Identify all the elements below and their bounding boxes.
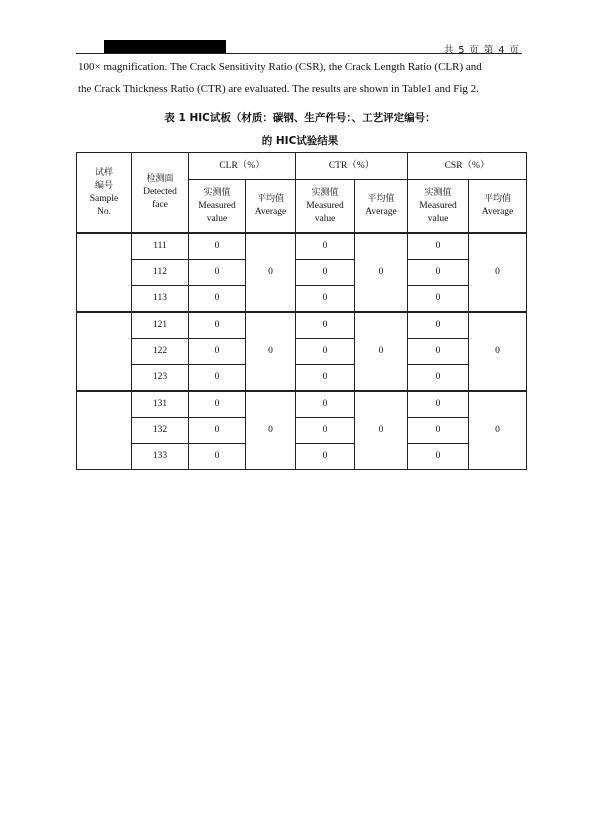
face-cell: 133 — [132, 444, 189, 470]
face-cell: 113 — [132, 286, 189, 313]
table-row — [77, 286, 527, 313]
table-row — [77, 444, 527, 470]
csr-value: 0 — [408, 233, 469, 260]
table-row — [77, 391, 527, 418]
header-average: 平均值 Average — [246, 180, 296, 234]
clr-value: 0 — [189, 418, 246, 444]
face-cell: 121 — [132, 312, 189, 339]
face-cell: 123 — [132, 365, 189, 392]
clr-average: 0 — [246, 233, 296, 312]
face-cell: 122 — [132, 339, 189, 365]
face-cell: 112 — [132, 260, 189, 286]
clr-value: 0 — [189, 365, 246, 392]
ctr-value: 0 — [296, 444, 355, 470]
face-cell: 131 — [132, 391, 189, 418]
table-row — [77, 365, 527, 392]
intro-line: 100× magnification. The Crack Sensitivity Ratio (CSR), the Crack Length Ratio (CLR) and — [78, 61, 482, 73]
header-average: 平均值 Average — [469, 180, 527, 234]
header-clr: CLR（%） — [189, 153, 296, 180]
csr-value: 0 — [408, 260, 469, 286]
table-row — [77, 339, 527, 365]
face-cell: 111 — [132, 233, 189, 260]
clr-value: 0 — [189, 444, 246, 470]
ctr-value: 0 — [296, 365, 355, 392]
clr-value: 0 — [189, 391, 246, 418]
clr-average: 0 — [246, 391, 296, 470]
table-row — [77, 260, 527, 286]
table-caption-cont: 的 HIC试验结果 — [261, 135, 339, 147]
ctr-value: 0 — [296, 286, 355, 313]
csr-value: 0 — [408, 418, 469, 444]
table-caption: 表 1 HIC试板（材质：碳钢、生产件号：、工艺评定编号： — [164, 112, 436, 124]
csr-value: 0 — [408, 365, 469, 392]
sample-cell — [77, 233, 132, 312]
ctr-average: 0 — [355, 233, 408, 312]
clr-value: 0 — [189, 233, 246, 260]
redacted-block — [104, 40, 226, 53]
ctr-average: 0 — [355, 391, 408, 470]
header-measured: 实测值 Measured value — [408, 180, 469, 234]
clr-average: 0 — [246, 312, 296, 391]
csr-average: 0 — [469, 233, 527, 312]
csr-value: 0 — [408, 286, 469, 313]
header-detected-face: 检测面 Detected face — [132, 153, 189, 234]
table-row — [77, 312, 527, 339]
ctr-value: 0 — [296, 418, 355, 444]
csr-average: 0 — [469, 391, 527, 470]
ctr-value: 0 — [296, 233, 355, 260]
clr-value: 0 — [189, 260, 246, 286]
clr-value: 0 — [189, 312, 246, 339]
ctr-average: 0 — [355, 312, 408, 391]
csr-value: 0 — [408, 391, 469, 418]
header-ctr: CTR（%） — [296, 153, 408, 180]
header-measured: 实测值 Measured value — [296, 180, 355, 234]
intro-paragraph — [78, 56, 528, 100]
csr-value: 0 — [408, 312, 469, 339]
sample-cell — [77, 391, 132, 470]
table-row — [77, 418, 527, 444]
table-row — [77, 233, 527, 260]
header-csr: CSR（%） — [408, 153, 527, 180]
csr-value: 0 — [408, 339, 469, 365]
csr-value: 0 — [408, 444, 469, 470]
header-measured: 实测值 Measured value — [189, 180, 246, 234]
clr-value: 0 — [189, 339, 246, 365]
header-rule — [76, 53, 522, 54]
header-average: 平均值 Average — [355, 180, 408, 234]
header-sample-no: 试样 编号 Sample No. — [77, 153, 132, 234]
intro-line: the Crack Thickness Ratio (CTR) are evaluated. The results are shown in Table1 and Fig 2. — [78, 83, 479, 95]
face-cell: 132 — [132, 418, 189, 444]
ctr-value: 0 — [296, 391, 355, 418]
ctr-value: 0 — [296, 339, 355, 365]
sample-cell — [77, 312, 132, 391]
ctr-value: 0 — [296, 260, 355, 286]
clr-value: 0 — [189, 286, 246, 313]
ctr-value: 0 — [296, 312, 355, 339]
hic-results-table — [76, 152, 527, 470]
page-indicator: 共 5 页 第 4 页 — [443, 45, 520, 56]
csr-average: 0 — [469, 312, 527, 391]
